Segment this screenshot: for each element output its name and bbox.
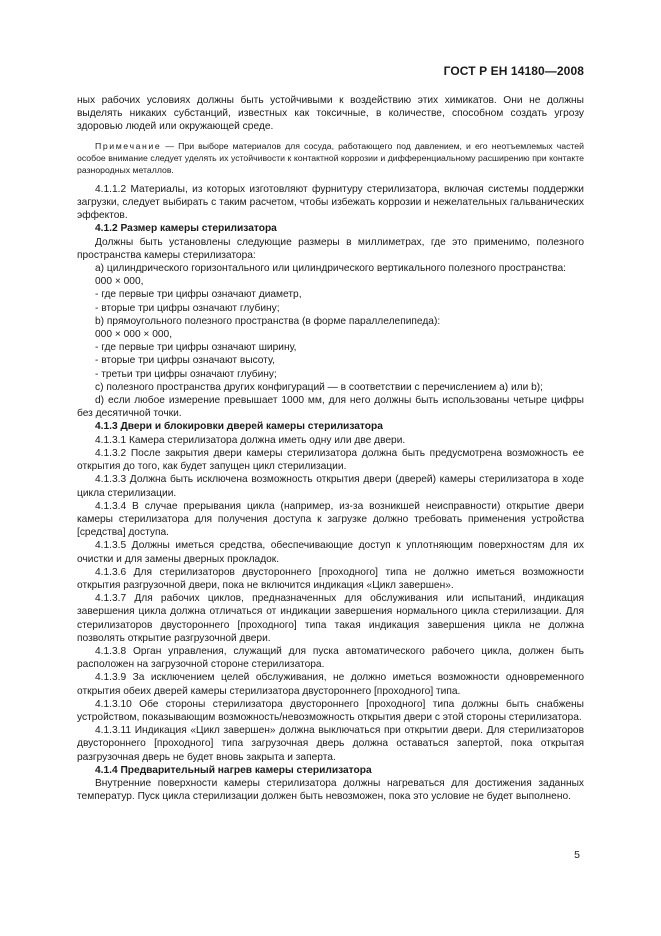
note-label: Примечание	[95, 140, 162, 151]
clause-4-1-3-9: 4.1.3.9 За исключением целей обслуживания, не должно иметься возможности одновременного открытия обеих дверей камеры стерилизатора двустороннего [проходного] типа.	[77, 672, 584, 697]
section-heading-4-1-2: 4.1.2 Размер камеры стерилизатора	[95, 223, 277, 235]
format-b: 000 × 000 × 000,	[95, 329, 173, 341]
clause-4-1-3-4: 4.1.3.4 В случае прерывания цикла (например, из-за возникшей неисправности) открытие двери камеры стерилизатора для получения доступа к загрузке должно требовать применения устройства [средства] доступа.	[77, 500, 584, 539]
list-item-a: a) цилиндрического горизонтального или цилиндрического вертикального полезного пространства:	[95, 263, 566, 275]
list-item: - вторые три цифры означают высоту,	[95, 355, 275, 367]
section-heading-4-1-3: 4.1.3 Двери и блокировки дверей камеры стерилизатора	[95, 421, 383, 433]
clause-4-1-3-6: 4.1.3.6 Для стерилизаторов двустороннего [проходного] типа не должно иметься возможности открытия разгрузочной двери, пока не включится индикация «Цикл завершен».	[77, 566, 584, 591]
clause-4-1-3-10: 4.1.3.10 Обе стороны стерилизатора двустороннего [проходного] типа должны быть снабжены устройством, показывающим возможность/невозможность открытия двери с этой стороны стерилизатора.	[77, 698, 584, 723]
page-number: 5	[574, 849, 580, 861]
paragraph: Должны быть установлены следующие размеры в миллиметрах, где это применимо, полезного пространства камеры стерилизатора:	[77, 236, 584, 261]
paragraph: ных рабочих условиях должны быть устойчивыми к воздействию этих химикатов. Они не должны выделять никаких субстанций, известных как токсичные, в количестве, способном создать угрозу здоровью людей или окружающей среде.	[77, 95, 584, 133]
document-header: ГОСТ Р ЕН 14180—2008	[443, 64, 584, 78]
clause-4-1-1-2: 4.1.1.2 Материалы, из которых изготовляют фурнитуру стерилизатора, включая системы поддержки загрузки, следует выбирать с таким расчетом, чтобы избежать коррозии и нежелательных гальванических эффектов.	[77, 183, 584, 222]
clause-4-1-3-3: 4.1.3.3 Должна быть исключена возможность открытия двери (дверей) камеры стерилизатора в ходе цикла стерилизации.	[77, 474, 584, 499]
list-item-b: b) прямоугольного полезного пространства (в форме параллелепипеда):	[95, 315, 441, 327]
list-item: - вторые три цифры означают глубину;	[95, 302, 280, 314]
clause-4-1-3-8: 4.1.3.8 Орган управления, служащий для пуска автоматического рабочего цикла, должен быть расположен на загрузочной стороне стерилизатора.	[77, 645, 584, 671]
paragraph: Внутренние поверхности камеры стерилизатора должны нагреваться для достижения заданных температур. Пуск цикла стерилизации должен быть невозможен, пока это условие не будет выполнено.	[77, 777, 584, 803]
note-text: — При выборе материалов для сосуда, работающего под давлением, и его неотъемлемых частей особое внимание следует уделять их устойчивости к контактной коррозии и дифференциальному расширению при контакте разнородных металлов.	[77, 140, 584, 176]
clause-4-1-3-2: 4.1.3.2 После закрытия двери камеры стерилизатора должна быть предусмотрена возможность ее открытия до того, как будет запущен цикл стерилизации.	[77, 447, 584, 473]
list-item: - третьи три цифры означают глубину;	[95, 368, 277, 380]
note	[77, 140, 584, 177]
clause-4-1-3-11: 4.1.3.11 Индикация «Цикл завершен» должна выключаться при открытии двери. Для стерилизаторов двустороннего [проходного] типа загрузочная дверь должна оставаться запертой, пока открытая разгрузочная дверь не будет вновь закрыта и заперта.	[77, 725, 584, 763]
clause-4-1-3-7: 4.1.3.7 Для рабочих циклов, предназначенных для обслуживания или испытаний, индикация завершения цикла должна отличаться от индикации завершения нормального цикла стерилизации. Для стерилизаторов двустороннего [проходного] типа такая индикация завершения цикла не должна позволять открытие разгрузочной двери.	[77, 593, 584, 644]
list-item: - где первые три цифры означают диаметр,	[95, 289, 302, 301]
format-a: 000 × 000,	[95, 276, 144, 288]
list-item-d: d) если любое измерение превышает 1000 мм, для него должны быть использованы четыре цифры без десятичной точки.	[77, 395, 584, 420]
section-heading-4-1-4: 4.1.4 Предварительный нагрев камеры стерилизатора	[95, 764, 372, 776]
clause-4-1-3-1: 4.1.3.1 Камера стерилизатора должна иметь одну или две двери.	[95, 434, 406, 446]
list-item-c: c) полезного пространства других конфигураций — в соответствии с перечислением a) или b);	[95, 381, 544, 393]
list-item: - где первые три цифры означают ширину,	[95, 342, 297, 354]
clause-4-1-3-5: 4.1.3.5 Должны иметься средства, обеспечивающие доступ к уплотняющим поверхностям для их очистки и для замены дверных прокладок.	[77, 540, 584, 565]
page-content	[77, 94, 584, 803]
